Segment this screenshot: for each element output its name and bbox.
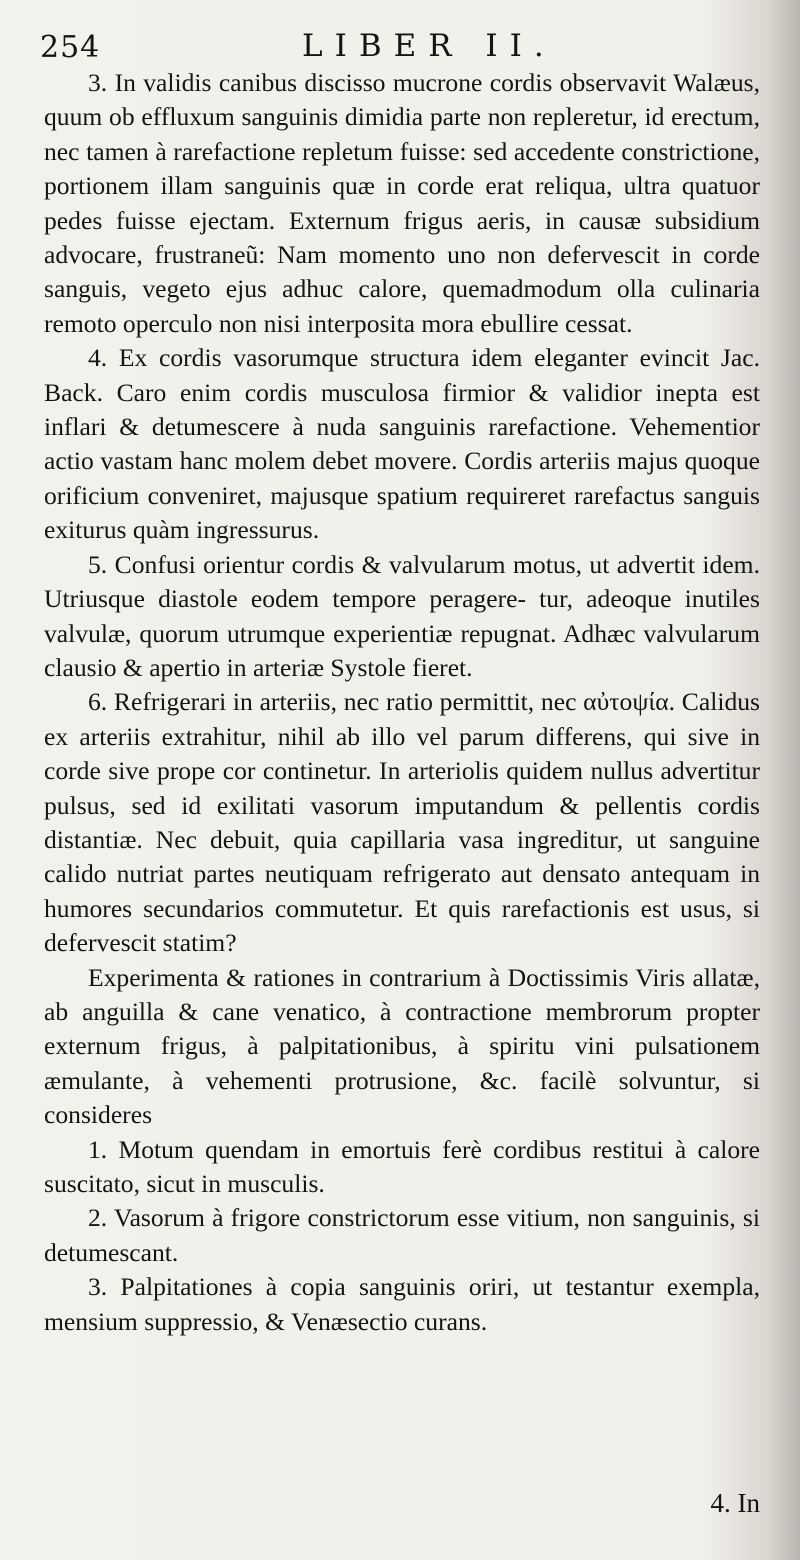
paragraph-6: 6. Refrigerari in arteriis, nec ratio permittit, nec αὐτοψία. Calidus ex arteriis extrahitur, nihil ab illo vel parum differens, qui sive in corde sive prope cor continetur. In arteriolis quidem nullus advertitur pulsus, sed id exilitati vasorum imputandum & pellentis cordis distantiæ. Nec debuit, quia capillaria vasa ingreditur, ut sanguine calido nutriat partes neutiquam refrigerato aut densato antequam in humores secundarios commutetur. Et quis rarefactionis est usus, si defervescit statim? [44,687,760,958]
list-item-3: 3. Palpitationes à copia sanguinis oriri, ut testantur exempla, mensium suppressio, & Venæsectio curans. [44,1272,760,1336]
list-item-2: 2. Vasorum à frigore constrictorum esse vitium, non sanguinis, si detumescant. [44,1203,760,1267]
catchword: 4. In [710,1488,760,1518]
paragraph-5: 5. Confusi orientur cordis & valvularum motus, ut advertit idem. Utriusque diastole eodem tempore peragere- tur, adeoque inutiles valvulæ, quorum utrumque experientiæ repugnat. Adhæc valvularum clausio & apertio in arteriæ Systole fieret. [44,549,760,682]
paragraph-4: 4. Ex cordis vasorumque structura idem eleganter evincit Jac. Back. Caro enim cordis musculosa firmior & validior inepta est inflari & detumescere à nuda sanguinis rarefactione. Vehementior actio vastam hanc molem debet movere. Cordis arteriis majus quoque orificium conveniret, majusque spatium requireret rarefactus sanguis exiturus quàm ingressurus. [44,343,760,545]
running-head: LIBER II. [302,28,556,64]
body-text [44,66,760,1339]
paragraph-experimenta: Experimenta & rationes in contrarium à Doctissimis Viris allatæ, ab anguilla & cane venatico, à contractione membrorum propter externum frigus, à palpitationibus, à spiritu vini pulsationem æmulante, à vehementi protrusione, &c. facilè solvuntur, si consideres [44,962,760,1130]
page-number: 254 [40,30,101,65]
paragraph-3: 3. In validis canibus discisso mucrone cordis observavit Walæus, quum ob effluxum sanguinis dimidia parte non repleretur, id erectum, nec tamen à rarefactione repletum fuisse: sed accedente constrictione, portionem illam sanguinis quæ in corde erat reliqua, ultra quatuor pedes fuisse ejectam. Externum frigus aeris, in causæ subsidium advocare, frustraneũ: Nam momento uno non defervescit in corde sanguis, vegeto ejus adhuc calore, quemadmodum olla culinaria remoto operculo non nisi interposita mora ebullire cessat. [44,68,760,338]
list-item-1: 1. Motum quendam in emortuis ferè cordibus restitui à calore suscitato, sicut in musculis. [44,1134,760,1198]
page-header [40,24,760,64]
